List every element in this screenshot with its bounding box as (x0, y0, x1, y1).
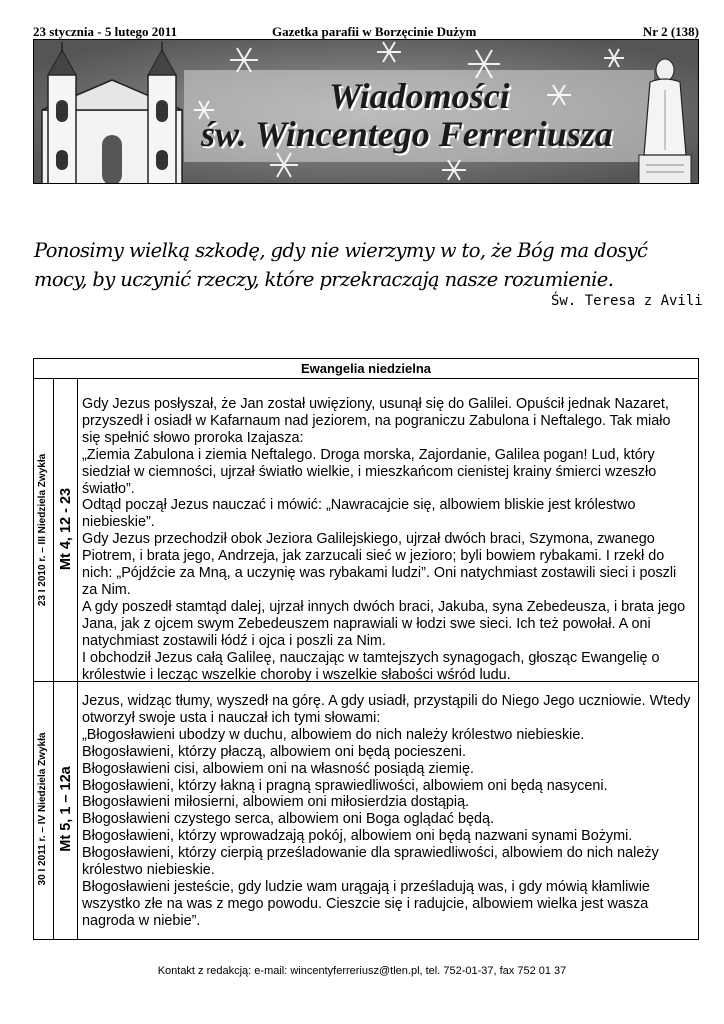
issue-number: Nr 2 (138) (642, 24, 699, 39)
reading-text (82, 693, 692, 930)
opening-quote: Ponosimy wielką szkodę, gdy nie wierzymy w to, że Bóg ma dosyć mocy, by uczynić rzeczy, które przekraczają nasze rozumienie. (34, 239, 648, 291)
reading-date: 30 I 2011 r. – IV Niedziela Zwykła (37, 732, 48, 886)
publication-name: Gazetka parafii w Borzęcinie Dużym (272, 24, 477, 39)
reading-paragraph: Błogosławieni czystego serca, albowiem oni Boga oglądać będą. (82, 811, 494, 828)
reading-paragraph: Błogosławieni cisi, albowiem oni na własność posiądą ziemię. (82, 760, 474, 777)
gospel-table-title: Ewangelia niedzielna (34, 359, 698, 379)
reading-paragraph: „Ziemia Zabulona i ziemia Neftalego. Droga morska, Zajordanie, Galilea pogan! Lud, który siedział w ciemności, ujrzał światło wielkie, i mieszkańcom cienistej krainy śmierci wzeszło światło”. (82, 446, 657, 497)
reading-paragraph: Błogosławieni jesteście, gdy ludzie wam urągają i prześladują was, i gdy mówią kłamliwie wszystko złe na was z mego powodu. Cieszcie się i radujcie, albowiem wielka jest wasza nagroda w niebie”. (82, 878, 650, 929)
reading-paragraph: Gdy Jezus posłyszał, że Jan został uwięziony, usunął się do Galilei. Opuścił jednak Nazaret, przyszedł i osiadł w Kafarnaum nad jeziorem, na pograniczu Zabulona i Neftalego. Tak miało się spełnić słowo proroka Izajasza: (82, 396, 671, 446)
reading-paragraph: A gdy poszedł stamtąd dalej, ujrzał innych dwóch braci, Jakuba, syna Zebedeusza, i brata jego Jana, jak z ojcem swym Zebedeuszem naprawiali w łodzi swe sieci. Ich też powołał. A oni natychmiast zostawili łódź i ojca i poszli za Nim. (82, 598, 686, 649)
reading-text (82, 396, 692, 683)
reading-paragraph: Błogosławieni, którzy wprowadzają pokój, albowiem oni będą nazwani synami Bożymi. (82, 828, 633, 845)
reading-date: 23 I 2010 r. – III Niedziela Zwykła (37, 453, 48, 607)
issue-dates: 23 stycznia - 5 lutego 2011 (33, 24, 178, 39)
reading-paragraph: Gdy Jezus przechodził obok Jeziora Galilejskiego, ujrzał dwóch braci, Szymona, zwanego Piotrem, i brata jego, Andrzeja, jak zarzucali sieć w jezioro; byli bowiem rybakami. I rzekł do nich: „Pójdźcie za Mną, a uczynię was rybakami ludzi”. Oni natychmiast zostawili sieci i poszli za Nim. (82, 531, 677, 598)
masthead-title-line1: Wiadomości (329, 76, 510, 116)
column-divider (53, 378, 54, 939)
reading-paragraph: Błogosławieni, którzy łakną i pragną sprawiedliwości, albowiem oni będą nasyceni. (82, 777, 608, 794)
masthead-title-line2: św. Wincentego Ferreriusza (201, 114, 613, 154)
contact-footer: Kontakt z redakcją: e-mail: wincentyferreriusz@tlen.pl, tel. 752-01-37, fax 752 01 37 (157, 965, 567, 977)
gospel-table (33, 358, 699, 940)
reading-reference: Mt 4, 12 - 23 (58, 487, 74, 571)
reading-paragraph: Błogosławieni, którzy cierpią prześladowanie dla sprawiedliwości, albowiem do nich należy królestwo niebieskie. (82, 845, 659, 879)
reading-reference: Mt 5, 1 – 12a (58, 766, 74, 852)
reading-paragraph: I obchodził Jezus całą Galileę, nauczając w tamtejszych synagogach, głosząc Ewangelię o królestwie i lecząc wszelkie choroby i wszelkie słabości wśród ludu. (82, 649, 660, 683)
masthead-banner (33, 39, 699, 184)
reading-paragraph: Błogosławieni miłosierni, albowiem oni miłosierdzia dostąpią. (82, 794, 470, 811)
reading-paragraph: Jezus, widząc tłumy, wyszedł na górę. A gdy usiadł, przystąpili do Niego Jego uczniowie. Wtedy otworzył swoje usta i nauczał ich tymi słowami: (82, 693, 691, 726)
column-divider (77, 378, 78, 939)
quote-author: Św. Teresa z Avili (551, 293, 703, 309)
reading-paragraph: Błogosławieni, którzy płaczą, albowiem oni będą pocieszeni. (82, 743, 466, 760)
reading-paragraph: „Błogosławieni ubodzy w duchu, albowiem do nich należy królestwo niebieskie. (82, 726, 585, 743)
running-header (33, 24, 699, 40)
reading-paragraph: Odtąd począł Jezus nauczać i mówić: „Nawracajcie się, albowiem bliskie jest królestwo niebieskie”. (82, 497, 636, 531)
